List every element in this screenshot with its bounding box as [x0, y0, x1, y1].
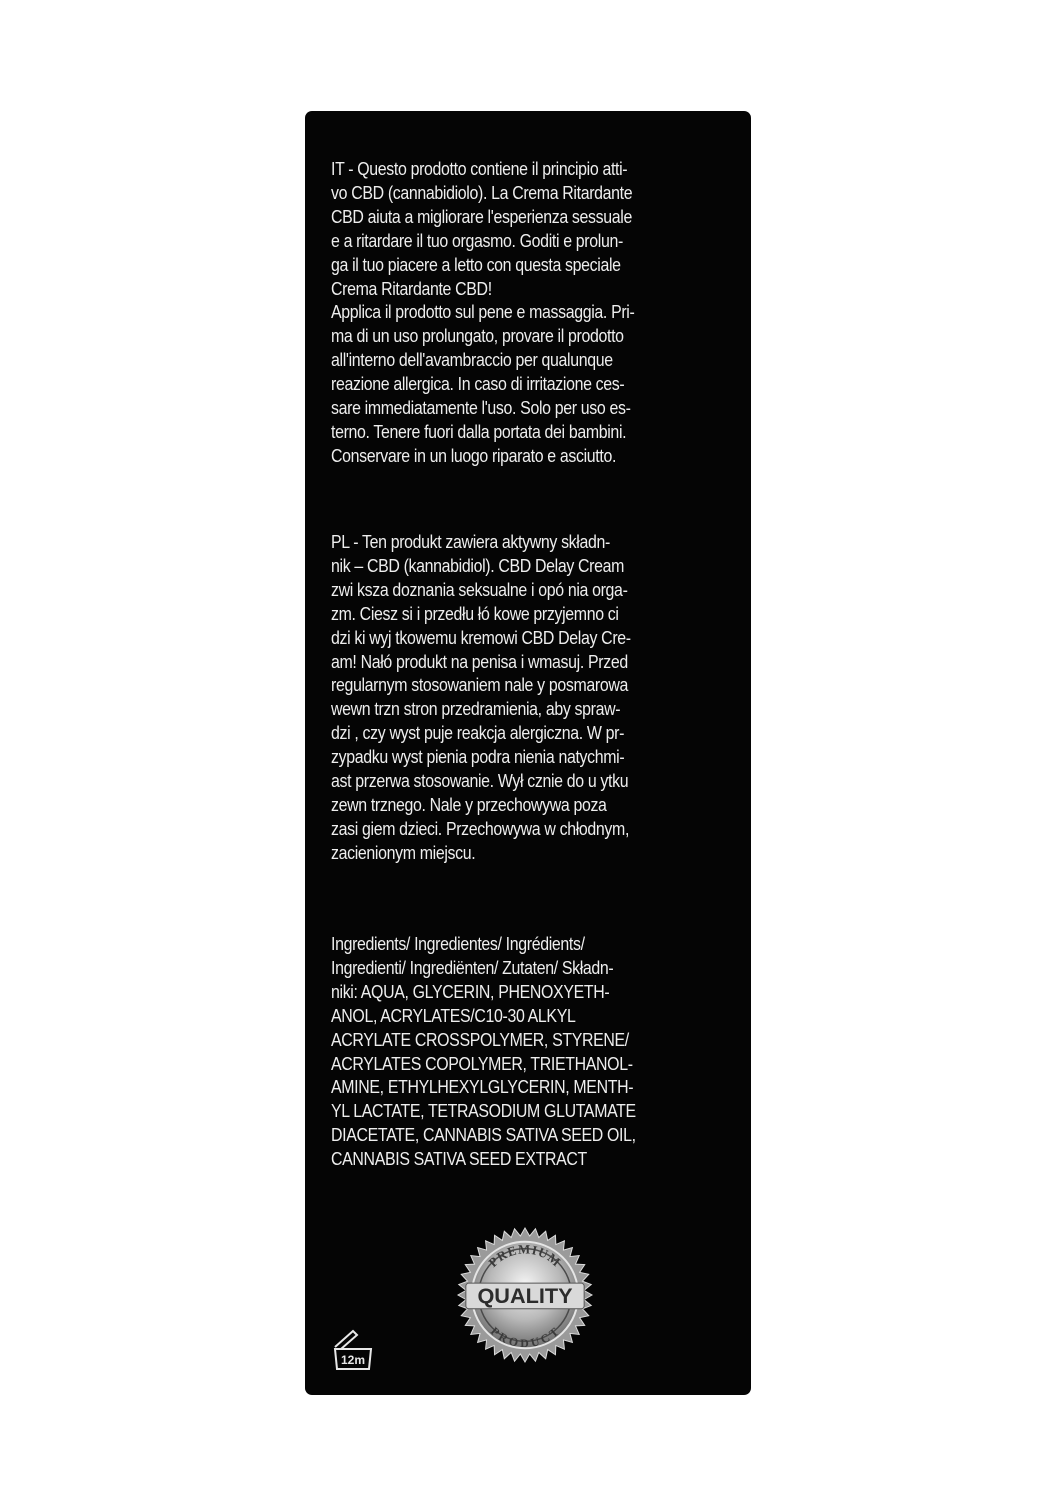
- italian-description: [331, 157, 715, 468]
- text-line: regularnym stosowaniem nale y posmarowa: [331, 674, 628, 696]
- text-line: vo CBD (cannabidiolo). La Crema Ritardante: [331, 181, 633, 203]
- text-line: Ingredienti/ Ingrediënten/ Zutaten/ Składn-: [331, 956, 614, 978]
- text-line: Crema Ritardante CBD!: [331, 277, 492, 299]
- seal-top-text: PREMIUM: [486, 1242, 564, 1270]
- text-line: YL LACTATE, TETRASODIUM GLUTAMATE: [331, 1100, 636, 1122]
- text-line: ast przerwa stosowanie. Wył cznie do u ytku: [331, 770, 629, 792]
- ingredients-list: [331, 932, 715, 1171]
- text-line: ga il tuo piacere a letto con questa speciale: [331, 253, 621, 275]
- text-line: wewn trzn stron przedramienia, aby spraw-: [331, 698, 621, 720]
- text-line: zacienionym miejscu.: [331, 841, 476, 863]
- text-line: nik – CBD (kannabidiol). CBD Delay Cream: [331, 554, 625, 576]
- text-line: e a ritardare il tuo orgasmo. Goditi e prolun-: [331, 229, 623, 251]
- text-line: zasi giem dzieci. Przechowywa w chłodnym,: [331, 817, 630, 839]
- text-line: ANOL, ACRYLATES/C10-30 ALKYL: [331, 1004, 576, 1026]
- text-line: PL - Ten produkt zawiera aktywny składn-: [331, 531, 610, 552]
- text-line: zwi ksza doznania seksualne i opó nia orga-: [331, 578, 628, 600]
- text-line: reazione allergica. In caso di irritazione ces-: [331, 373, 625, 395]
- text-line: zm. Ciesz si i przedłu łó kowe przyjemno ci: [331, 602, 619, 624]
- text-line: Conservare in un luogo riparato e asciutto.: [331, 444, 617, 466]
- text-line: dzi , czy wyst puje reakcja alergiczna. W pr-: [331, 722, 625, 744]
- text-line: zewn trznego. Nale y przechowywa poza: [331, 793, 607, 815]
- text-line: ACRYLATE CROSSPOLYMER, STYRENE/: [331, 1028, 629, 1050]
- text-line: dzi ki wyj tkowemu kremowi CBD Delay Cre-: [331, 626, 631, 648]
- text-line: ma di un uso prolungato, provare il prodotto: [331, 325, 624, 347]
- polish-description: [331, 530, 715, 865]
- open-jar-icon: [331, 1325, 375, 1371]
- seal-bottom-text: PRODUCT: [487, 1324, 563, 1351]
- text-line: all'interno dell'avambraccio per qualunque: [331, 349, 613, 371]
- text-line: am! Nałó produkt na penisa i wmasuj. Przed: [331, 650, 628, 672]
- text-line: DIACETATE, CANNABIS SATIVA SEED OIL,: [331, 1124, 636, 1146]
- text-line: niki: AQUA, GLYCERIN, PHENOXYETH-: [331, 980, 610, 1002]
- text-line: sare immediatamente l'uso. Solo per uso es-: [331, 397, 631, 419]
- text-line: Applica il prodotto sul pene e massaggia. Pri-: [331, 301, 635, 323]
- text-line: AMINE, ETHYLHEXYLGLYCERIN, MENTH-: [331, 1076, 634, 1098]
- text-line: IT - Questo prodotto contiene il principio atti-: [331, 158, 628, 179]
- text-line: terno. Tenere fuori dalla portata dei bambini.: [331, 420, 627, 442]
- text-line: ACRYLATES COPOLYMER, TRIETHANOL-: [331, 1052, 633, 1074]
- text-line: Ingredients/ Ingredientes/ Ingrédients/: [331, 933, 585, 954]
- text-line: zypadku wyst pienia podra nienia natychmi-: [331, 746, 625, 768]
- text-line: CBD aiuta a migliorare l'esperienza sessuale: [331, 205, 632, 227]
- premium-quality-seal: [456, 1226, 594, 1364]
- pao-label: 12m: [340, 1353, 366, 1367]
- seal-center-text: QUALITY: [477, 1282, 573, 1308]
- text-line: CANNABIS SATIVA SEED EXTRACT: [331, 1148, 587, 1170]
